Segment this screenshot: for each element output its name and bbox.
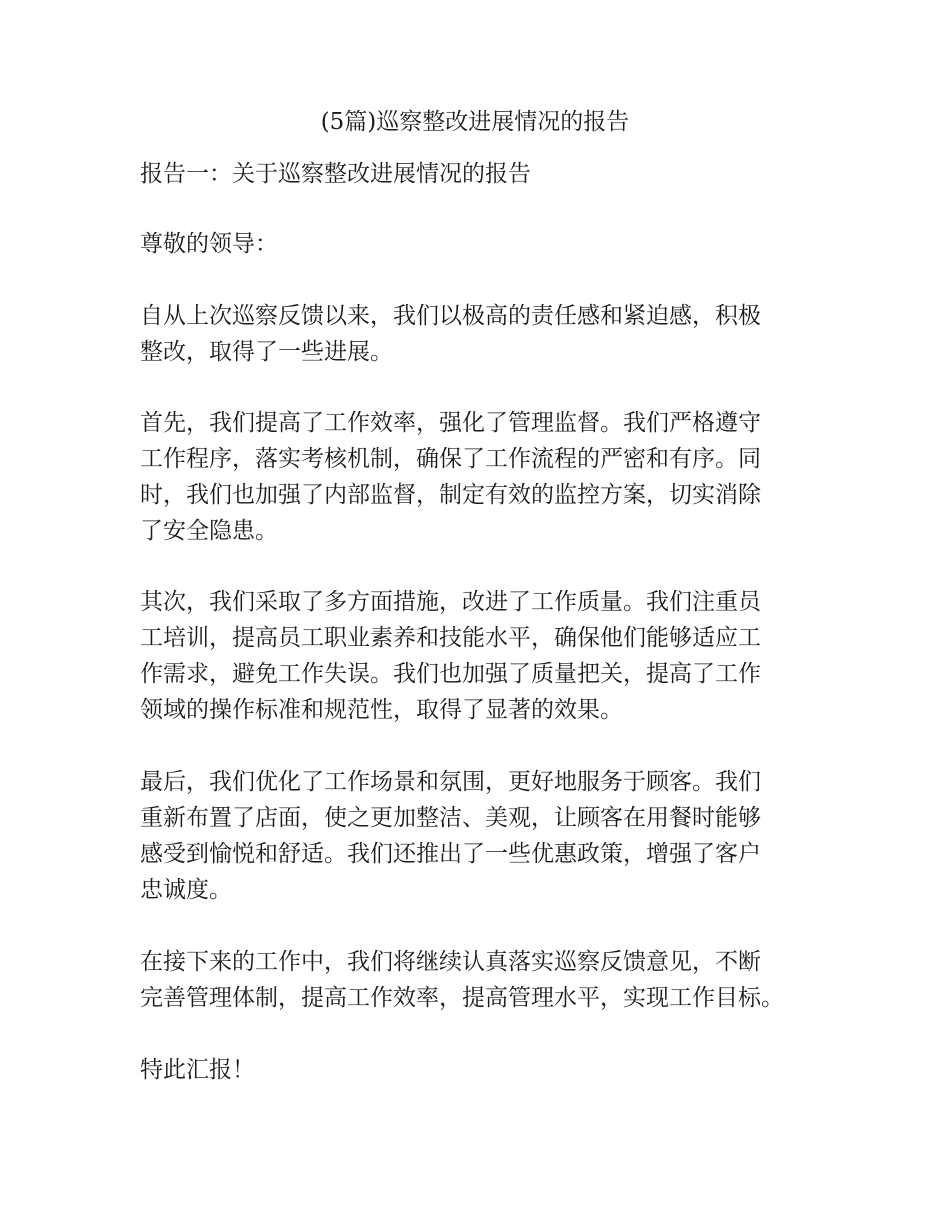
paragraph-third — [140, 764, 830, 908]
text-line: 最后，我们优化了工作场景和氛围，更好地服务于顾客。我们 — [140, 769, 761, 795]
paragraph-intro — [140, 298, 830, 370]
text-line: 领域的操作标准和规范性，取得了显著的效果。 — [140, 697, 623, 723]
paragraph-closing — [140, 944, 830, 1016]
text-line: 忠诚度。 — [140, 877, 232, 903]
paragraph-first — [140, 405, 830, 549]
document-title: (5篇)巡察整改进展情况的报告 — [320, 109, 630, 135]
text-line: 完善管理体制，提高工作效率，提高管理水平，实现工作目标。 — [140, 985, 784, 1011]
closing-remark: 特此汇报！ — [140, 1057, 255, 1083]
text-line: 首先，我们提高了工作效率，强化了管理监督。我们严格遵守 — [140, 410, 761, 436]
text-line: 自从上次巡察反馈以来，我们以极高的责任感和紧迫感，积极 — [140, 303, 761, 329]
text-line: 在接下来的工作中，我们将继续认真落实巡察反馈意见，不断 — [140, 949, 761, 975]
text-line: 整改，取得了一些进展。 — [140, 339, 393, 365]
text-line: 工培训，提高员工职业素养和技能水平，确保他们能够适应工 — [140, 625, 761, 651]
text-line: 其次，我们采取了多方面措施，改进了工作质量。我们注重员 — [140, 589, 761, 615]
text-line: 感受到愉悦和舒适。我们还推出了一些优惠政策，增强了客户 — [140, 841, 761, 867]
text-line: 工作程序，落实考核机制，确保了工作流程的严密和有序。同 — [140, 446, 761, 472]
text-line: 作需求，避免工作失误。我们也加强了质量把关，提高了工作 — [140, 661, 761, 687]
text-line: 重新布置了店面，使之更加整洁、美观，让顾客在用餐时能够 — [140, 805, 761, 831]
text-line: 时，我们也加强了内部监督，制定有效的监控方案，切实消除 — [140, 482, 761, 508]
report-subtitle: 报告一：关于巡察整改进展情况的报告 — [140, 161, 531, 187]
paragraph-second — [140, 584, 830, 728]
salutation: 尊敬的领导： — [140, 231, 278, 257]
text-line: 了安全隐患。 — [140, 518, 278, 544]
